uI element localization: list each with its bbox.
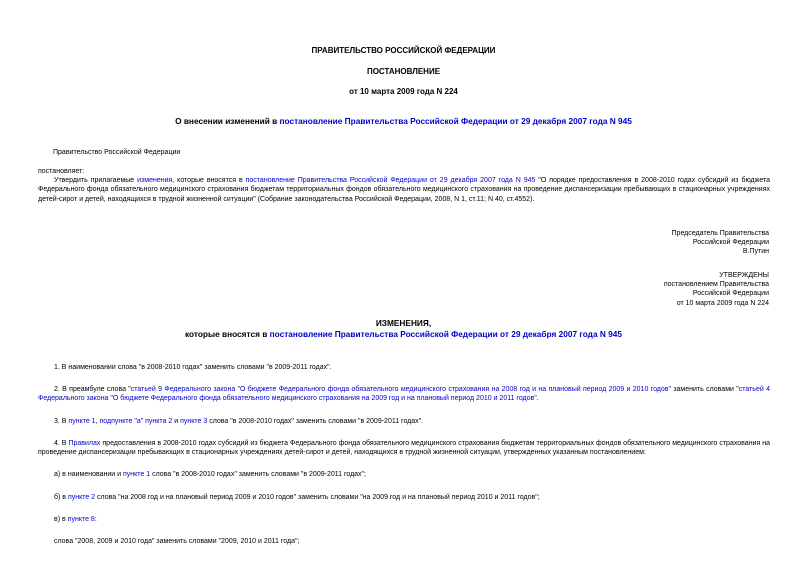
item-text: и bbox=[172, 417, 181, 425]
changes-subtitle-prefix: которые вносятся в bbox=[184, 328, 270, 339]
decree-text: Утвердить прилагаемые bbox=[54, 177, 138, 185]
change-item-3 bbox=[38, 417, 770, 426]
item-text: а) в наименовании и bbox=[54, 471, 123, 479]
change-item-4 bbox=[38, 439, 770, 457]
item-text: слова "в 2008-2010 годах" заменить словами "в 2009-2011 годах"; bbox=[150, 471, 366, 479]
decree-paragraph bbox=[38, 176, 770, 204]
changes-list bbox=[38, 363, 770, 546]
changes-subtitle bbox=[0, 329, 807, 340]
change-item-4b bbox=[38, 493, 770, 502]
item-text: : bbox=[94, 515, 97, 523]
signature-name: В.Путин bbox=[742, 248, 769, 256]
decree-text: "О порядке предоставления в 2008-2010 годах субсидий из бюджета Федерального фонда обязательного медицинского страхования бюджетам территориальных фондов обязательного медицинского страхования на проведение диспансеризации пребывающих в стационарных учреждениях детей-сирот и детей, находящихся в трудной жизненной ситуации" (Собрание законодательства Российской Федерации, 2008, N 1, ст.11; N 40, ст.4552). bbox=[38, 177, 771, 203]
heading-decree-link[interactable]: постановление Правительства Российской Федерации от 29 декабря 2007 года N 945 bbox=[279, 116, 632, 126]
rules-link[interactable]: Правилах bbox=[68, 439, 101, 447]
signature-country: Российской Федерации bbox=[692, 239, 769, 247]
decree-945-link[interactable]: постановление Правительства Российской Федерации от 29 декабря 2007 года N 945 bbox=[245, 177, 536, 185]
changes-decree-link[interactable]: постановление Правительства Российской Федерации от 29 декабря 2007 года N 945 bbox=[269, 328, 623, 339]
approved-label: УТВЕРЖДЕНЫ bbox=[719, 272, 769, 279]
subpoint-a-point-2-link[interactable]: подпункте "а" пункта 2 bbox=[99, 417, 173, 425]
changes-title: ИЗМЕНЕНИЯ, bbox=[375, 318, 432, 328]
point-3-link[interactable]: пункте 3 bbox=[180, 417, 208, 425]
item-text: 4. В bbox=[54, 439, 69, 447]
changes-title-block bbox=[0, 318, 807, 340]
item-text: слова "в 2008-2010 годах" заменить словами "в 2009-2011 годах". bbox=[207, 417, 424, 425]
decree-text: , которые вносятся в bbox=[172, 177, 246, 185]
law-article-4-link[interactable]: статьей 4 Федерального закона "О бюджете Федерального фонда обязательного медицинского страхования на 2009 год и на плановый период 2010 и 2011 годов" bbox=[38, 386, 770, 403]
approved-date: от 10 марта 2009 года N 224 bbox=[676, 299, 769, 307]
change-item-1: 1. В наименовании слова "в 2008-2010 годах" заменить словами "в 2009-2011 годах". bbox=[54, 364, 332, 371]
item-text: 2. В преамбуле слова " bbox=[54, 386, 131, 394]
changes-link[interactable]: изменения bbox=[137, 177, 173, 185]
item-text: заменить словами " bbox=[671, 386, 739, 394]
item-text: в) в bbox=[54, 515, 68, 523]
document-type: ПОСТАНОВЛЕНИЕ bbox=[366, 67, 441, 76]
item-text: слова "на 2008 год и на плановый период 2009 и 2010 годов" заменить словами "на 2009 год и на плановый период 2010 и 2011 годов"; bbox=[95, 493, 540, 501]
item-text: . bbox=[536, 395, 539, 403]
change-item-4c bbox=[38, 515, 770, 524]
heading-prefix: О внесении изменений в bbox=[175, 116, 280, 126]
rules-point-8-link[interactable]: пункте 8 bbox=[67, 515, 95, 523]
item-text: предоставления в 2008-2010 годах субсидий из бюджета Федерального фонда обязательного медицинского страхования бюджетам территориальных фондов обязательного медицинского страхования на проведение диспансеризации пребывающих в стационарных учреждениях детей-сирот и детей, находящихся в трудной жизненной ситуации, утвержденных указанным постановлением: bbox=[38, 439, 770, 457]
item-text: б) в bbox=[54, 493, 68, 501]
decree-block bbox=[38, 167, 770, 204]
rules-point-1-link[interactable]: пункте 1 bbox=[123, 471, 151, 479]
change-item-4c-sub: слова "2008, 2009 и 2010 года" заменить словами "2009, 2010 и 2011 года"; bbox=[54, 538, 300, 546]
document-heading bbox=[0, 116, 807, 127]
government-line: Правительство Российской Федерации bbox=[53, 149, 181, 156]
document-date-number: от 10 марта 2009 года N 224 bbox=[349, 87, 458, 96]
approved-by: постановлением Правительства bbox=[663, 281, 769, 289]
decree-word: постановляет: bbox=[38, 168, 85, 175]
signature-block bbox=[672, 229, 769, 257]
law-article-9-link[interactable]: статьей 9 Федерального закона "О бюджете Федерального фонда обязательного медицинского страхования на 2008 год и на плановый период 2009 и 2010 годов" bbox=[130, 386, 671, 394]
government-title: ПРАВИТЕЛЬСТВО РОССИЙСКОЙ ФЕДЕРАЦИИ bbox=[311, 46, 496, 55]
approved-block bbox=[664, 271, 769, 308]
item-text: 3. В bbox=[54, 417, 69, 425]
rules-point-2-link[interactable]: пункте 2 bbox=[67, 493, 96, 501]
signature-position: Председатель Правительства bbox=[671, 230, 769, 237]
change-item-4a bbox=[38, 470, 770, 479]
change-item-2 bbox=[38, 385, 770, 403]
item-text: , bbox=[95, 417, 100, 425]
approved-country: Российской Федерации bbox=[692, 290, 769, 298]
point-1-link[interactable]: пункте 1 bbox=[68, 417, 96, 425]
